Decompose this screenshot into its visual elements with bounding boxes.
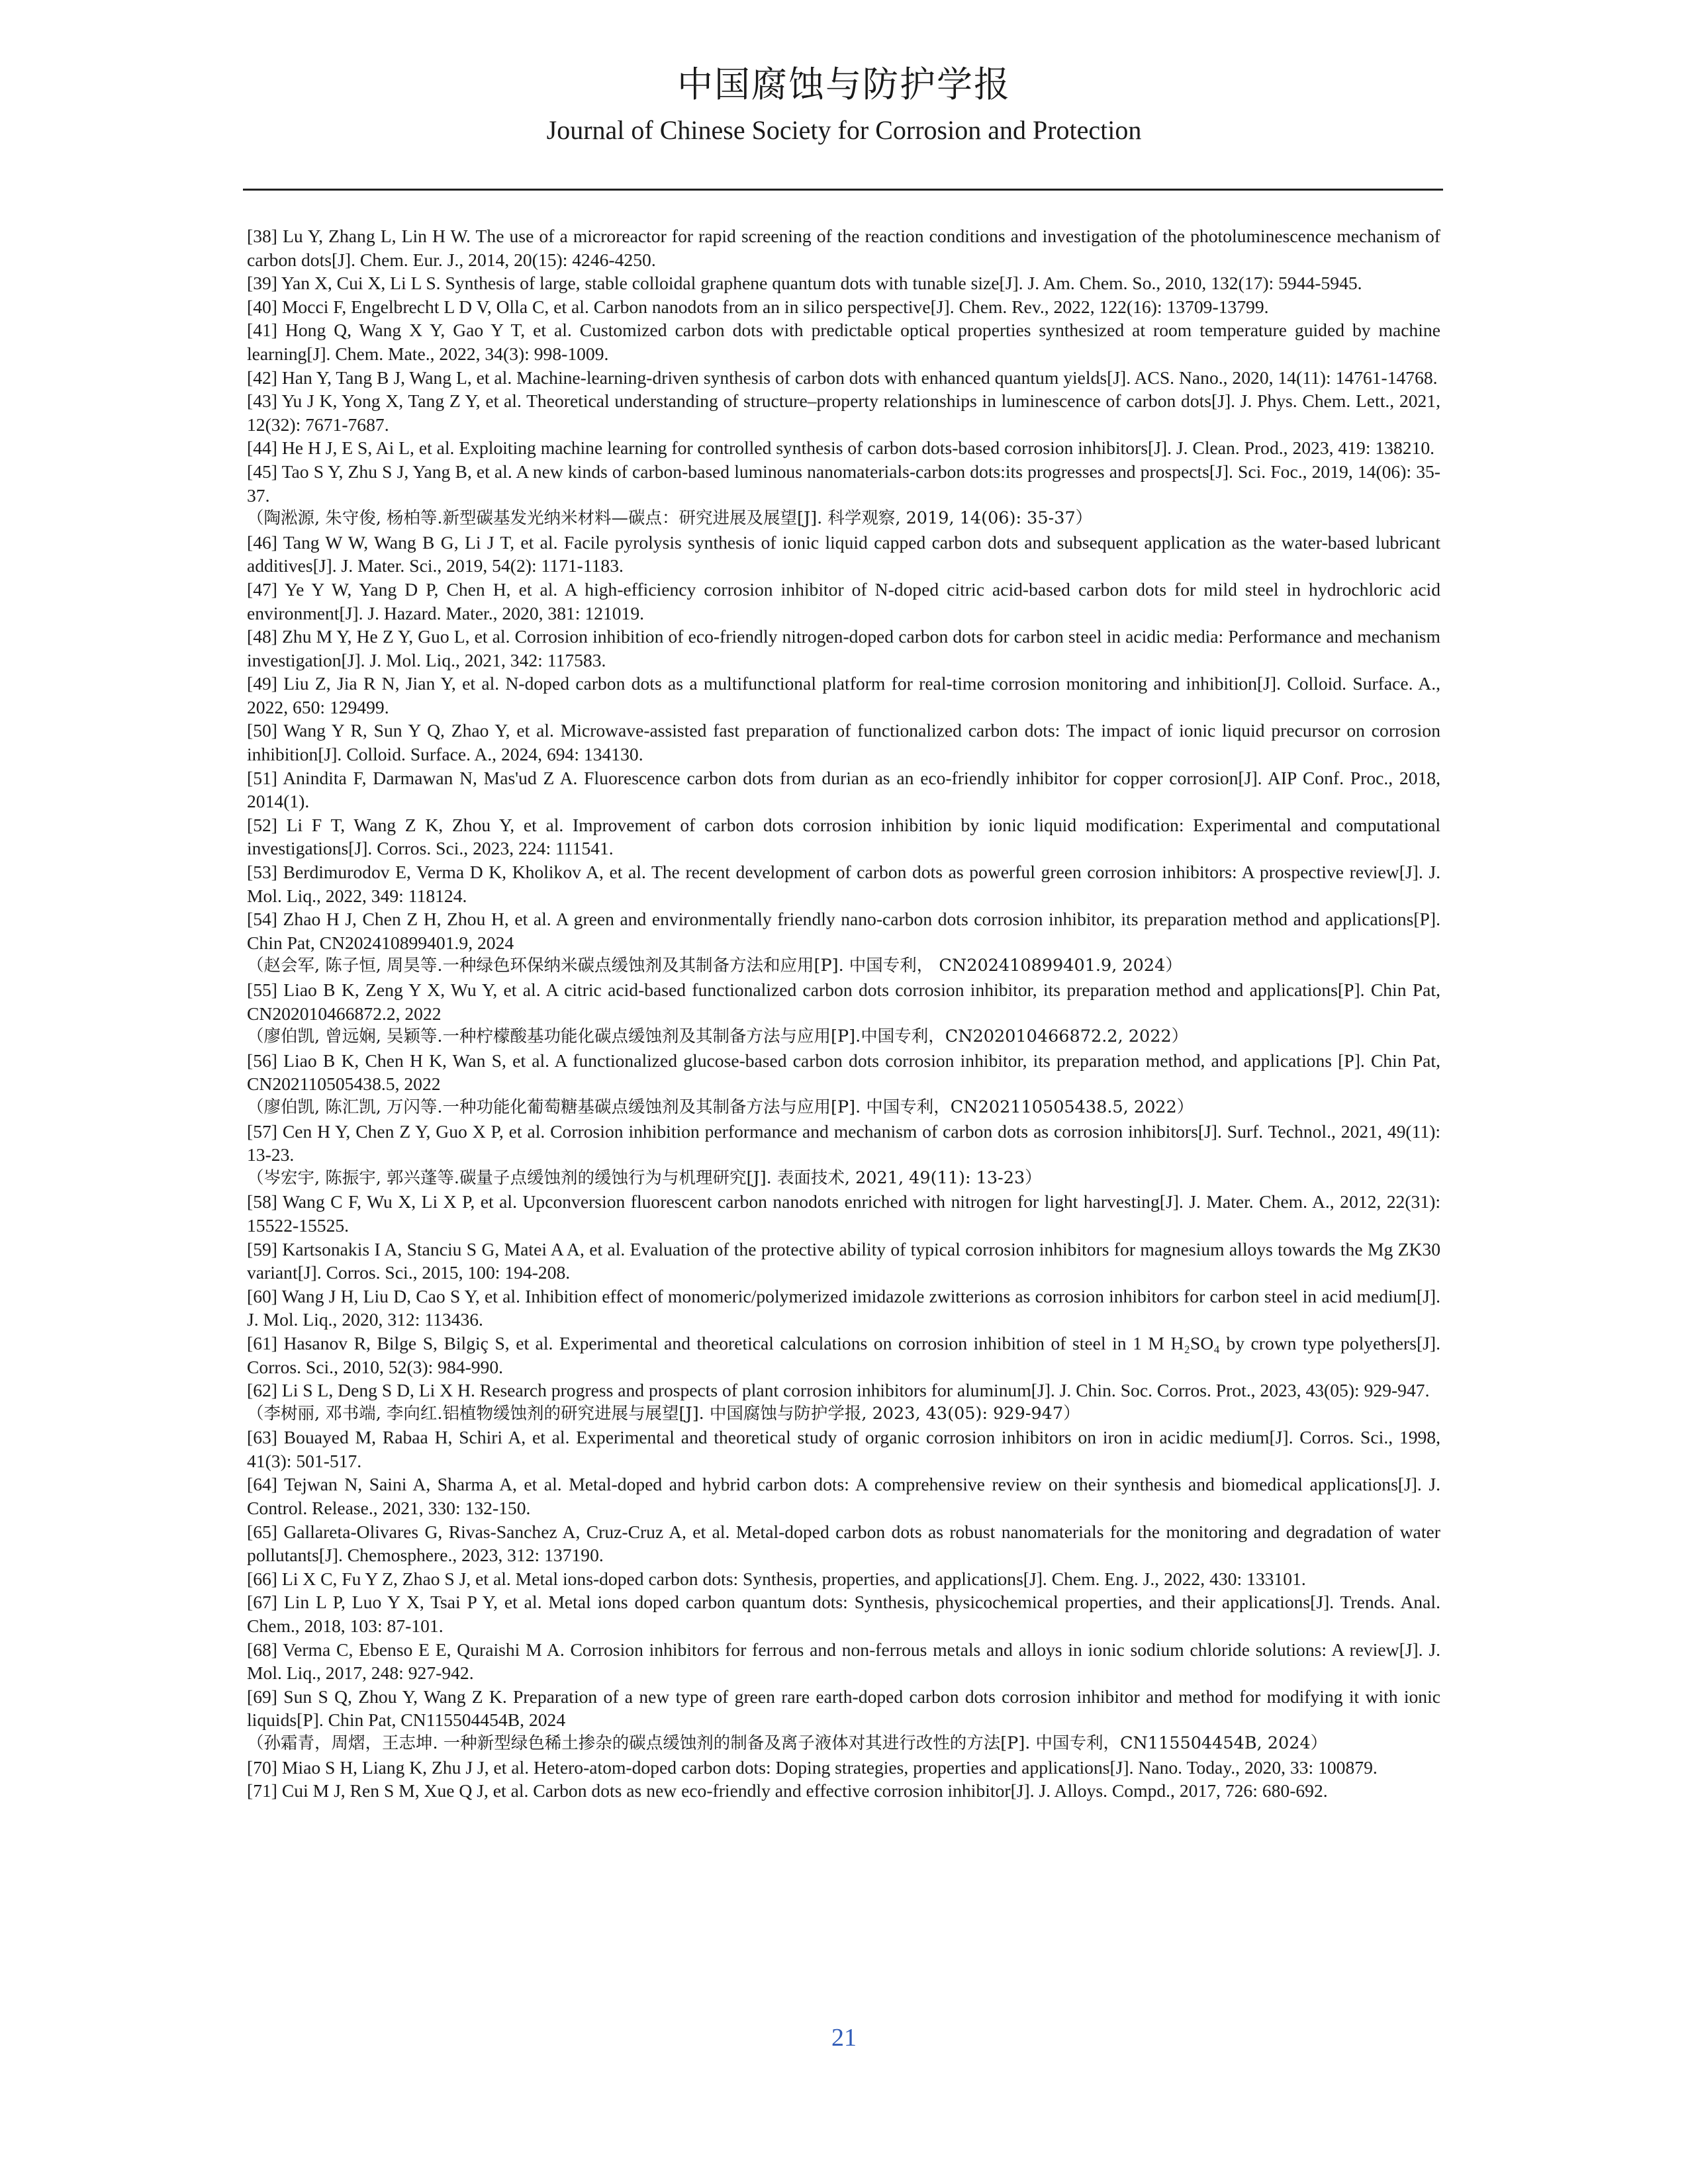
reference-item: [44] He H J, E S, Ai L, et al. Exploiting machine learning for controlled synthesis of carbon dots-based corrosion inhibitors[J]. J. Clean. Prod., 2023, 419: 138210. — [247, 437, 1435, 459]
reference-item: [50] Wang Y R, Sun Y Q, Zhao Y, et al. Microwave-assisted fast preparation of functionalized carbon dots: The impact of ionic liquid precursor on corrosion inhibition[J]. Colloid. Surface. A., 2024, 694: 134130. — [247, 720, 1440, 765]
reference-item: （赵会军, 陈子恒, 周昊等.一种绿色环保纳米碳点缓蚀剂及其制备方法和应用[P]. 中国专利， CN202410899401.9, 2024） — [247, 956, 1182, 976]
reference-item: [48] Zhu M Y, He Z Y, Guo L, et al. Corrosion inhibition of eco-friendly nitrogen-doped carbon dots for carbon steel in acidic media: Performance and mechanism investigation[J]. J. Mol. Liq., 2021, 342: 117583. — [247, 626, 1440, 670]
reference-item: [42] Han Y, Tang B J, Wang L, et al. Machine-learning-driven synthesis of carbon dots with enhanced quantum yields[J]. ACS. Nano., 2020, 14(11): 14761-14768. — [247, 367, 1438, 388]
reference-item: [60] Wang J H, Liu D, Cao S Y, et al. Inhibition effect of monomeric/polymerized imidazole zwitterions as corrosion inhibitors for carbon steel in acid medium[J]. J. Mol. Liq., 2020, 312: 113436. — [247, 1285, 1440, 1330]
reference-item: [51] Anindita F, Darmawan N, Mas'ud Z A. Fluorescence carbon dots from durian as an eco-friendly inhibitor for copper corrosion[J]. AIP Conf. Proc., 2018, 2014(1). — [247, 767, 1440, 812]
reference-item: [62] Li S L, Deng S D, Li X H. Research progress and prospects of plant corrosion inhibitors for aluminum[J]. J. Chin. Soc. Corros. Prot., 2023, 43(05): 929-947. — [247, 1380, 1430, 1401]
reference-item: [68] Verma C, Ebenso E E, Quraishi M A. Corrosion inhibitors for ferrous and non-ferrous metals and alloys in ionic sodium chloride solutions: A review[J]. J. Mol. Liq., 2017, 248: 927-942. — [247, 1639, 1440, 1684]
reference-item: （孙霜青，周熠，王志坤. 一种新型绿色稀土掺杂的碳点缓蚀剂的制备及离子液体对其进行改性的方法[P]. 中国专利，CN115504454B, 2024） — [247, 1733, 1328, 1753]
reference-item: [56] Liao B K, Chen H K, Wan S, et al. A functionalized glucose-based carbon dots corrosion inhibitor, its preparation method, and applications [P]. Chin Pat, CN202110505438.5, 2022 — [247, 1050, 1440, 1095]
reference-list — [247, 224, 1440, 1803]
reference-item: [52] Li F T, Wang Z K, Zhou Y, et al. Improvement of carbon dots corrosion inhibition by ionic liquid modification: Experimental and computational investigations[J]. Corros. Sci., 2023, 224: 111541. — [247, 814, 1440, 859]
reference-item: [43] Yu J K, Yong X, Tang Z Y, et al. Theoretical understanding of structure–property relationships in luminescence of carbon dots[J]. J. Phys. Chem. Lett., 2021, 12(32): 7671-7687. — [247, 390, 1440, 435]
reference-item: [69] Sun S Q, Zhou Y, Wang Z K. Preparation of a new type of green rare earth-doped carbon dots corrosion inhibitor and method for modifying it with ionic liquids[P]. Chin Pat, CN115504454B, 2024 — [247, 1686, 1440, 1731]
journal-title-en: Journal of Chinese Society for Corrosion and Protection — [546, 115, 1142, 145]
reference-item: [61] Hasanov R, Bilge S, Bilgiç S, et al. Experimental and theoretical calculations on corrosion inhibition of steel in 1 M H₂SO₄ by crown type polyethers[J]. Corros. Sci., 2010, 52(3): 984-990. — [247, 1332, 1440, 1377]
reference-item: （岑宏宇, 陈振宇, 郭兴蓬等.碳量子点缓蚀剂的缓蚀行为与机理研究[J]. 表面技术, 2021, 49(11): 13-23） — [247, 1167, 1042, 1188]
reference-item: [38] Lu Y, Zhang L, Lin H W. The use of a microreactor for rapid screening of the reaction conditions and investigation of the photoluminescence mechanism of carbon dots[J]. Chem. Eur. J., 2014, 20(15): 4246-4250. — [247, 226, 1440, 270]
reference-item: [49] Liu Z, Jia R N, Jian Y, et al. N-doped carbon dots as a multifunctional platform for real-time corrosion monitoring and inhibition[J]. Colloid. Surface. A., 2022, 650: 129499. — [247, 673, 1440, 717]
reference-item: [71] Cui M J, Ren S M, Xue Q J, et al. Carbon dots as new eco-friendly and effective corrosion inhibitor[J]. J. Alloys. Compd., 2017, 726: 680-692. — [247, 1780, 1328, 1801]
reference-item: [63] Bouayed M, Rabaa H, Schiri A, et al. Experimental and theoretical study of organic corrosion inhibitors on iron in acidic medium[J]. Corros. Sci., 1998, 41(3): 501-517. — [247, 1427, 1440, 1471]
reference-item: [53] Berdimurodov E, Verma D K, Kholikov A, et al. The recent development of carbon dots as powerful green corrosion inhibitors: A prospective review[J]. J. Mol. Liq., 2022, 349: 118124. — [247, 862, 1440, 906]
reference-item: [59] Kartsonakis I A, Stanciu S G, Matei A A, et al. Evaluation of the protective ability of typical corrosion inhibitors for magnesium alloys towards the Mg ZK30 variant[J]. Corros. Sci., 2015, 100: 194-208. — [247, 1238, 1440, 1283]
reference-item: （李树丽, 邓书端, 李向红.铝植物缓蚀剂的研究进展与展望[J]. 中国腐蚀与防护学报, 2023, 43(05): 929-947） — [247, 1403, 1080, 1424]
reference-item: （陶淞源, 朱守俊, 杨柏等.新型碳基发光纳米材料—碳点：研究进展及展望[J]. 科学观察, 2019, 14(06): 35-37） — [247, 508, 1093, 529]
reference-item: [39] Yan X, Cui X, Li L S. Synthesis of large, stable colloidal graphene quantum dots with tunable size[J]. J. Am. Chem. So., 2010, 132(17): 5944-5945. — [247, 273, 1362, 294]
reference-item: [55] Liao B K, Zeng Y X, Wu Y, et al. A citric acid-based functionalized carbon dots corrosion inhibitor, its preparation method and applications[P]. Chin Pat, CN202010466872.2, 2022 — [247, 979, 1440, 1024]
reference-item: [58] Wang C F, Wu X, Li X P, et al. Upconversion fluorescent carbon nanodots enriched with nitrogen for light harvesting[J]. J. Mater. Chem. A., 2012, 22(31): 15522-15525. — [247, 1191, 1440, 1236]
reference-item: [70] Miao S H, Liang K, Zhu J J, et al. Hetero-atom-doped carbon dots: Doping strategies, properties and applications[J]. Nano. Today., 2020, 33: 100879. — [247, 1756, 1378, 1778]
reference-item: [47] Ye Y W, Yang D P, Chen H, et al. A high-efficiency corrosion inhibitor of N-doped citric acid-based carbon dots for mild steel in hydrochloric acid environment[J]. J. Hazard. Mater., 2020, 381: 121019. — [247, 578, 1440, 623]
header-divider — [243, 189, 1443, 191]
journal-title-cn: 中国腐蚀与防护学报 — [677, 64, 1011, 105]
reference-item: [64] Tejwan N, Saini A, Sharma A, et al. Metal-doped and hybrid carbon dots: A comprehensive review on their synthesis and biomedical applications[J]. J. Control. Release., 2021, 330: 132-150. — [247, 1474, 1440, 1519]
reference-item: （廖伯凯, 曾远娴, 吴颖等.一种柠檬酸基功能化碳点缓蚀剂及其制备方法与应用[P].中国专利，CN202010466872.2, 2022） — [247, 1026, 1189, 1047]
reference-item: [54] Zhao H J, Chen Z H, Zhou H, et al. A green and environmentally friendly nano-carbon dots corrosion inhibitor, its preparation method and applications[P]. Chin Pat, CN202410899401.9, 2024 — [247, 909, 1440, 953]
reference-item: [57] Cen H Y, Chen Z Y, Guo X P, et al. Corrosion inhibition performance and mechanism of carbon dots as corrosion inhibitors[J]. Surf. Technol., 2021, 49(11): 13-23. — [247, 1120, 1440, 1165]
page-header — [0, 61, 1688, 148]
reference-item: [40] Mocci F, Engelbrecht L D V, Olla C, et al. Carbon nanodots from an in silico perspective[J]. Chem. Rev., 2022, 122(16): 13709-13799. — [247, 296, 1269, 317]
reference-item: [41] Hong Q, Wang X Y, Gao Y T, et al. Customized carbon dots with predictable optical properties synthesized at room temperature guided by machine learning[J]. Chem. Mate., 2022, 34(3): 998-1009. — [247, 320, 1440, 364]
reference-item: [66] Li X C, Fu Y Z, Zhao S J, et al. Metal ions-doped carbon dots: Synthesis, properties, and applications[J]. Chem. Eng. J., 2022, 430: 133101. — [247, 1568, 1306, 1589]
reference-item: [67] Lin L P, Luo Y X, Tsai P Y, et al. Metal ions doped carbon quantum dots: Synthesis, physicochemical properties, and their applications[J]. Trends. Anal. Chem., 2018, 103: 87-101. — [247, 1592, 1440, 1637]
reference-item: [65] Gallareta-Olivares G, Rivas-Sanchez A, Cruz-Cruz A, et al. Metal-doped carbon dots as robust nanomaterials for the monitoring and degradation of water pollutants[J]. Chemosphere., 2023, 312: 137190. — [247, 1521, 1440, 1566]
reference-item: （廖伯凯, 陈汇凯, 万闪等.一种功能化葡萄糖基碳点缓蚀剂及其制备方法与应用[P]. 中国专利，CN202110505438.5, 2022） — [247, 1097, 1194, 1117]
reference-item: [46] Tang W W, Wang B G, Li J T, et al. Facile pyrolysis synthesis of ionic liquid capped carbon dots and subsequent application as the water-based lubricant additives[J]. J. Mater. Sci., 2019, 54(2): 1171-1183. — [247, 531, 1440, 576]
page-number: 21 — [831, 2024, 857, 2052]
reference-item: [45] Tao S Y, Zhu S J, Yang B, et al. A new kinds of carbon-based luminous nanomaterials-carbon dots:its progresses and prospects[J]. Sci. Foc., 2019, 14(06): 35-37. — [247, 461, 1440, 506]
